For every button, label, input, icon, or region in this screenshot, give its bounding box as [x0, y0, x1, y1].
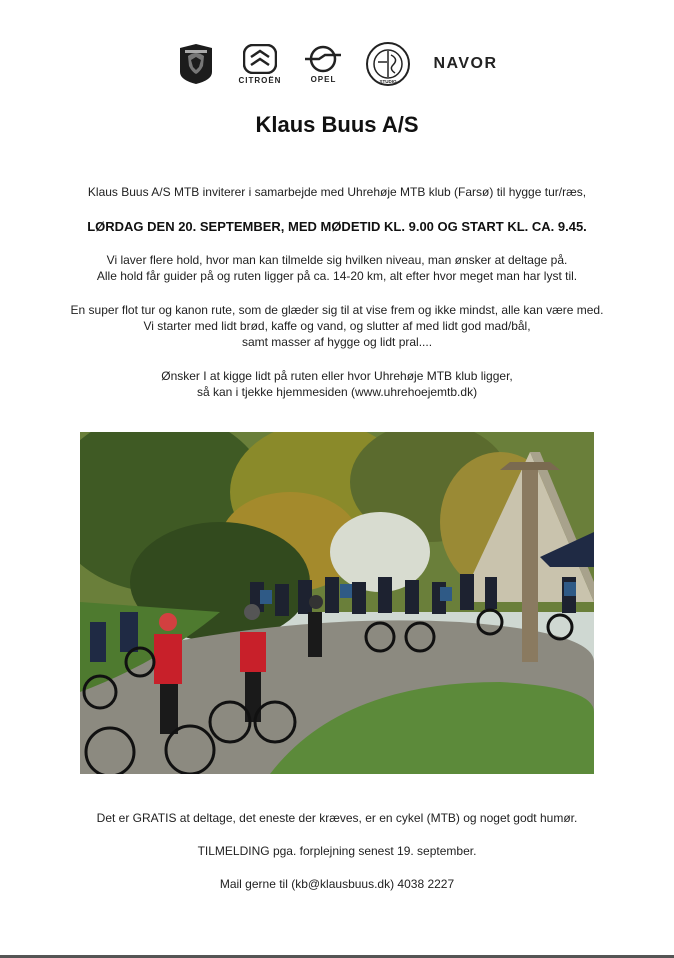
citroen-caption: CITROËN: [238, 75, 282, 85]
opel-logo: [303, 45, 343, 84]
brand-logos: [0, 38, 674, 90]
alfa-romeo-logo: [365, 41, 411, 87]
paragraph1-line1: Vi laver flere hold, hvor man kan tilmelde sig hvilken niveau, man ønsker at deltage på.: [106, 253, 568, 267]
navor-text: NAVOR: [433, 55, 498, 72]
signup-deadline-text: TILMELDING pga. forplejning senest 19. september.: [197, 844, 477, 858]
paragraph3-line1: Ønsker I at kigge lidt på ruten eller hvor Uhrehøje MTB klub ligger,: [161, 369, 513, 383]
citroen-logo: [238, 44, 281, 85]
free-participation-text: Det er GRATIS at deltage, det eneste der kræves, er en cykel (MTB) og noget godt humør.: [96, 811, 578, 825]
peugeot-logo: [176, 42, 216, 86]
alfa-studio-text: STUDIO: [379, 79, 397, 84]
navor-logo: [433, 55, 497, 73]
paragraph2-line3: samt masser af hygge og lidt pral....: [241, 335, 433, 349]
paragraph2-line1: En super flot tur og kanon rute, som de glæder sig til at vise frem og ikke mindst, alle kan være med.: [70, 303, 604, 317]
event-photo: [80, 432, 594, 774]
contact-mail-text: Mail gerne til (kb@klausbuus.dk) 4038 2227: [219, 877, 455, 891]
opel-caption: OPEL: [310, 74, 337, 84]
paragraph1-line2: Alle hold får guider på og ruten ligger på ca. 14-20 km, alt efter hvor meget man har lyst til.: [96, 269, 578, 283]
paragraph2-line2: Vi starter med lidt brød, kaffe og vand, og slutter af med lidt god mad/bål,: [143, 319, 531, 333]
intro-text: Klaus Buus A/S MTB inviterer i samarbejde med Uhrehøje MTB klub (Farsø) til hygge tur/ræs,: [87, 185, 587, 199]
paragraph3-line2: så kan i tjekke hjemmesiden (www.uhrehoejemtb.dk): [196, 385, 478, 399]
page-title: Klaus Buus A/S: [255, 112, 419, 137]
date-line: LØRDAG DEN 20. SEPTEMBER, MED MØDETID KL. 9.00 OG START KL. CA. 9.45.: [87, 219, 587, 234]
